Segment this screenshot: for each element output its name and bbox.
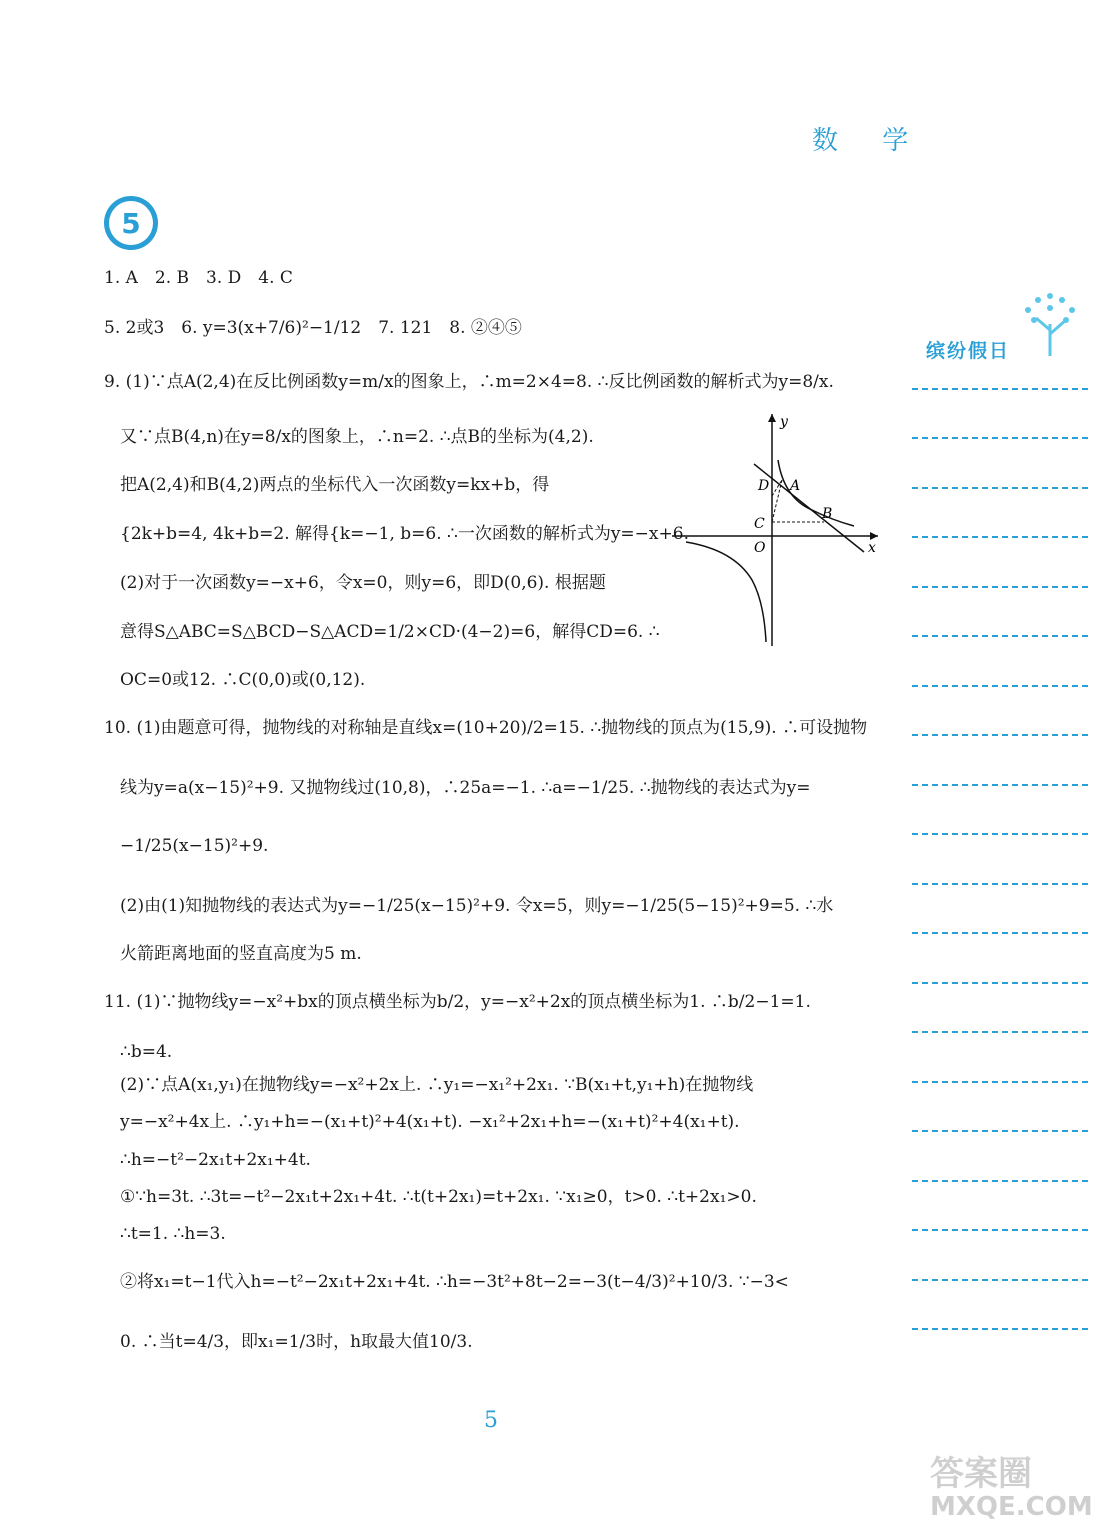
x-axis-label: x xyxy=(868,540,876,556)
answer-line: (2)∵点A(x₁,y₁)在抛物线y=−x²+2x上. ∴y₁=−x₁²+2x₁. ∵B(x₁+t,y₁+h)在抛物线 xyxy=(120,1075,754,1095)
hyperbola-branch-left xyxy=(686,542,766,642)
answer-line: ①∵h=3t. ∴3t=−t²−2x₁t+2x₁+4t. ∴t(t+2x₁)=t+2x₁. ∵x₁≥0，t>0. ∴t+2x₁>0. xyxy=(120,1187,757,1207)
origin-label: O xyxy=(754,540,766,556)
answer-line: 5. 2或3 6. y=3(x+7/6)²−1/12 7. 121 8. ②④⑤ xyxy=(104,318,522,338)
note-line xyxy=(912,833,1088,837)
function-graph xyxy=(672,410,882,650)
point-b-label: B xyxy=(822,506,833,522)
brand-logo: 缤纷假日 xyxy=(926,340,1011,362)
answer-line: (2)对于一次函数y=−x+6，令x=0，则y=6，即D(0,6). 根据题 xyxy=(120,573,606,593)
answer-line: 把A(2,4)和B(4,2)两点的坐标代入一次函数y=kx+b，得 xyxy=(120,475,550,495)
answer-line: 0. ∴当t=4/3，即x₁=1/3时，h取最大值10/3. xyxy=(120,1332,473,1352)
section-badge xyxy=(102,194,160,252)
answer-line: 又∵点B(4,n)在y=8/x的图象上，∴n=2. ∴点B的坐标为(4,2). xyxy=(120,427,594,447)
answer-line: ∴b=4. xyxy=(120,1042,173,1062)
note-line xyxy=(912,1279,1088,1283)
answer-line: OC=0或12. ∴C(0,0)或(0,12). xyxy=(120,670,366,690)
tree-icon xyxy=(1014,290,1084,358)
answer-line: 火箭距离地面的竖直高度为5 m. xyxy=(120,944,362,964)
subject-title: 数 学 xyxy=(812,126,927,156)
point-c-label: C xyxy=(754,516,765,532)
y-axis-label: y xyxy=(780,414,788,430)
note-line xyxy=(912,536,1088,540)
note-line xyxy=(912,1031,1088,1035)
note-line xyxy=(912,586,1088,590)
answer-line: y=−x²+4x上. ∴y₁+h=−(x₁+t)²+4(x₁+t). −x₁²+2x₁+h=−(x₁+t)²+4(x₁+t). xyxy=(120,1112,740,1132)
point-a-label: A xyxy=(790,478,801,494)
note-line xyxy=(912,1180,1088,1184)
segment-ac xyxy=(772,480,782,522)
note-line xyxy=(912,1081,1088,1085)
answer-line: 意得S△ABC=S△BCD−S△ACD=1/2×CD·(4−2)=6，解得CD=6. ∴ xyxy=(120,622,660,642)
note-line xyxy=(912,1229,1088,1233)
note-line xyxy=(912,487,1088,491)
note-line xyxy=(912,388,1088,392)
answer-line: 9. (1)∵点A(2,4)在反比例函数y=m/x的图象上，∴m=2×4=8. ∴反比例函数的解析式为y=8/x. xyxy=(104,372,834,392)
x-axis-arrow xyxy=(870,532,878,540)
answer-line: 1. A 2. B 3. D 4. C xyxy=(104,268,293,288)
note-line xyxy=(912,437,1088,441)
answer-line: −1/25(x−15)²+9. xyxy=(120,836,269,856)
note-line xyxy=(912,1328,1088,1332)
answer-line: 10. (1)由题意可得，抛物线的对称轴是直线x=(10+20)/2=15. ∴抛物线的顶点为(15,9). ∴可设抛物 xyxy=(104,718,868,738)
answer-line: 11. (1)∵抛物线y=−x²+bx的顶点横坐标为b/2，y=−x²+2x的顶点横坐标为1. ∴b/2−1=1. xyxy=(104,992,811,1012)
answer-line: ②将x₁=t−1代入h=−t²−2x₁t+2x₁+4t. ∴h=−3t²+8t−2=−3(t−4/3)²+10/3. ∵−3< xyxy=(120,1272,789,1292)
note-line xyxy=(912,685,1088,689)
answer-line: {2k+b=4, 4k+b=2. 解得{k=−1, b=6. ∴一次函数的解析式为y=−x+6. xyxy=(120,524,689,544)
answer-line: (2)由(1)知抛物线的表达式为y=−1/25(x−15)²+9. 令x=5，则y=−1/25(5−15)²+9=5. ∴水 xyxy=(120,896,834,916)
note-line xyxy=(912,1130,1088,1134)
answer-line: ∴h=−t²−2x₁t+2x₁+4t. xyxy=(120,1150,311,1170)
line-y-neg-x-plus-6 xyxy=(754,464,864,552)
note-line xyxy=(912,784,1088,788)
note-line xyxy=(912,734,1088,738)
note-line xyxy=(912,883,1088,887)
page-number: 5 xyxy=(484,1408,498,1433)
section-number: 5 xyxy=(121,207,141,240)
note-line xyxy=(912,982,1088,986)
watermark-text: 答案圈 xyxy=(930,1454,1032,1494)
note-line xyxy=(912,932,1088,936)
answer-line: ∴t=1. ∴h=3. xyxy=(120,1224,226,1244)
y-axis-arrow xyxy=(768,414,776,422)
note-line xyxy=(912,635,1088,639)
point-d-label: D xyxy=(758,478,770,494)
answer-line: 线为y=a(x−15)²+9. 又抛物线过(10,8)，∴25a=−1. ∴a=−1/25. ∴抛物线的表达式为y= xyxy=(120,778,811,798)
watermark-url: MXQE.COM xyxy=(930,1492,1093,1522)
